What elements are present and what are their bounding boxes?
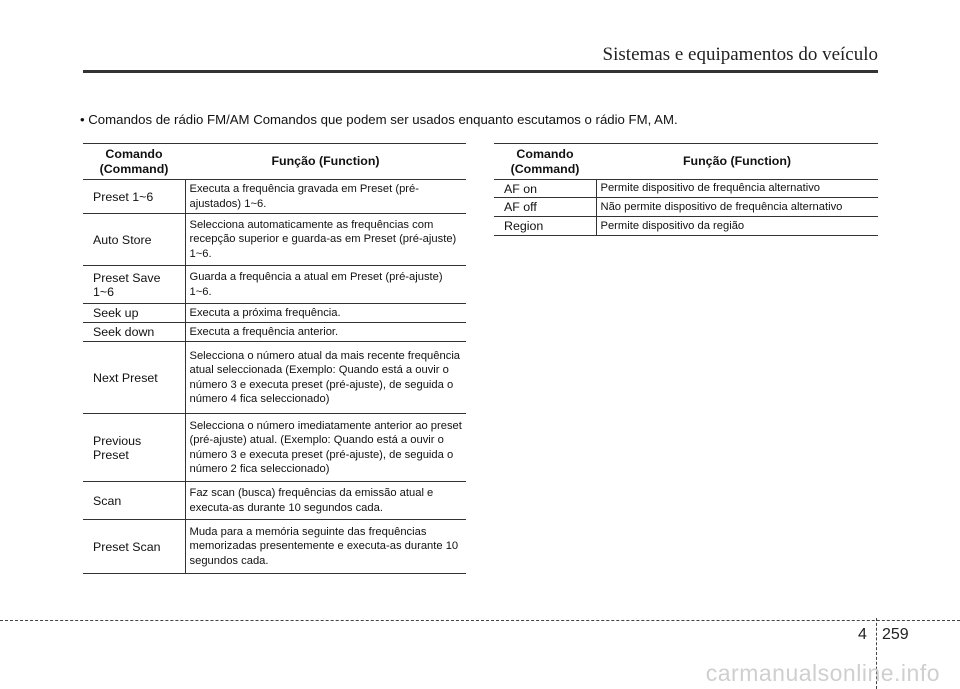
section-title: Sistemas e equipamentos do veículo xyxy=(602,44,878,65)
intro-text: • Comandos de rádio FM/AM Comandos que podem ser usados enquanto escutamos o rádio FM, AM. xyxy=(80,112,678,127)
table-row xyxy=(494,198,878,217)
function-cell: Selecciona o número atual da mais recente frequência atual seleccionada (Exemplo: Quando está a ouvir o número 3 e executa preset (pré-ajuste), de seguida o número 4 fica seleccionado) xyxy=(185,342,466,414)
chapter-number: 4 xyxy=(858,626,867,643)
table-row xyxy=(83,482,466,520)
command-cell: Scan xyxy=(83,482,185,520)
command-cell: AF on xyxy=(494,180,596,198)
function-cell: Faz scan (busca) frequências da emissão atual e executa-as durante 10 segundos cada. xyxy=(185,482,466,520)
command-cell: Preset Scan xyxy=(83,520,185,574)
table-row xyxy=(83,180,466,214)
function-cell: Selecciona o número imediatamente anterior ao preset (pré-ajuste) atual. (Exemplo: Quando está a ouvir o número 3 e executa preset (pré-ajuste), de seguida o número 2 fica seleccionado) xyxy=(185,414,466,482)
table-row xyxy=(83,342,466,414)
column-header-command: Comando (Command) xyxy=(494,144,596,180)
function-cell: Selecciona automaticamente as frequências com recepção superior e guarda-as em Preset (pré-ajuste) 1~6. xyxy=(185,214,466,266)
table-row xyxy=(494,217,878,236)
function-cell: Permite dispositivo de frequência alternativo xyxy=(596,180,878,198)
table-row xyxy=(83,214,466,266)
command-cell: Previous Preset xyxy=(83,414,185,482)
command-cell: Next Preset xyxy=(83,342,185,414)
command-cell: AF off xyxy=(494,198,596,217)
command-cell: Seek down xyxy=(83,323,185,342)
column-header-function: Função (Function) xyxy=(185,144,466,180)
function-cell: Muda para a memória seguinte das frequências memorizadas presentemente e executa-as durante 10 segundos cada. xyxy=(185,520,466,574)
function-cell: Permite dispositivo da região xyxy=(596,217,878,236)
command-cell: Seek up xyxy=(83,304,185,323)
column-header-function: Função (Function) xyxy=(596,144,878,180)
table-row xyxy=(83,323,466,342)
function-cell: Guarda a frequência a atual em Preset (pré-ajuste) 1~6. xyxy=(185,266,466,304)
function-cell: Não permite dispositivo de frequência alternativo xyxy=(596,198,878,217)
table-row xyxy=(83,520,466,574)
command-cell: Preset Save 1~6 xyxy=(83,266,185,304)
page-number: 259 xyxy=(882,626,909,643)
command-cell: Preset 1~6 xyxy=(83,180,185,214)
watermark: carmanualsonline.info xyxy=(705,660,940,686)
fm-am-commands-table xyxy=(83,143,466,574)
rds-commands-table xyxy=(494,143,878,236)
table-row xyxy=(83,266,466,304)
table-row xyxy=(83,304,466,323)
command-cell: Region xyxy=(494,217,596,236)
table-row xyxy=(83,414,466,482)
column-header-command: Comando (Command) xyxy=(83,144,185,180)
command-cell: Auto Store xyxy=(83,214,185,266)
function-cell: Executa a frequência anterior. xyxy=(185,323,466,342)
function-cell: Executa a frequência gravada em Preset (pré-ajustados) 1~6. xyxy=(185,180,466,214)
header-rule xyxy=(83,70,878,73)
footer-rule xyxy=(0,620,960,621)
table-row xyxy=(494,180,878,198)
function-cell: Executa a próxima frequência. xyxy=(185,304,466,323)
